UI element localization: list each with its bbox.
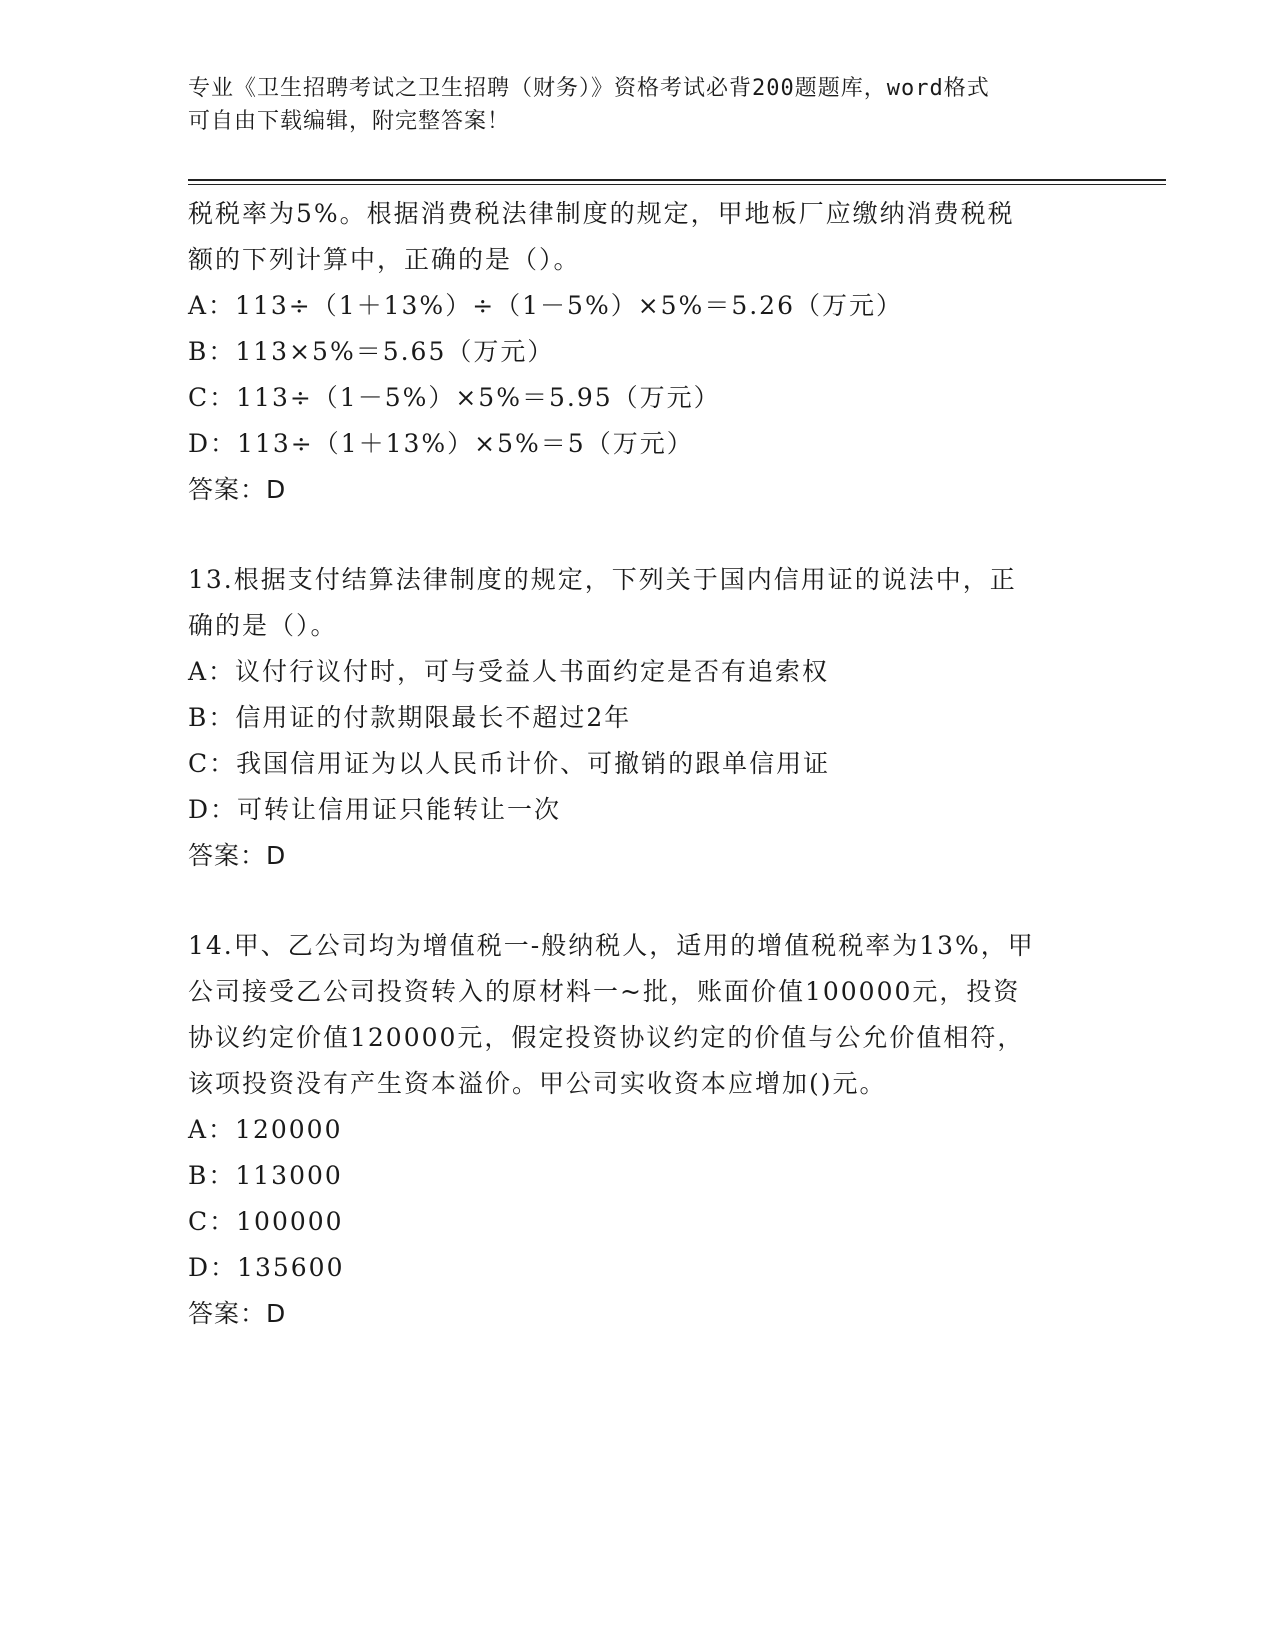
document-header (188, 72, 1088, 138)
option-b: B：113×5%＝5.65（万元） (188, 337, 555, 366)
question-stem-line: 确的是（）。 (188, 611, 338, 640)
option-a: A：120000 (188, 1115, 343, 1144)
question-stem-line: 该项投资没有产生资本溢价。甲公司实收资本应增加()元。 (188, 1069, 887, 1098)
option-c: C：我国信用证为以人民币计价、可撤销的跟单信用证 (188, 749, 831, 778)
option-a: A：113÷（1＋13%）÷（1－5%）×5%＝5.26（万元） (188, 291, 903, 320)
header-divider-thick (188, 179, 1166, 181)
option-d: D：135600 (188, 1253, 345, 1282)
option-a: A：议付行议付时，可与受益人书面约定是否有追索权 (188, 657, 830, 686)
header-divider-thin (188, 184, 1166, 185)
option-c: C：100000 (188, 1207, 344, 1236)
option-d: D：可转让信用证只能转让一次 (188, 795, 562, 824)
header-title-line-2: 可自由下载编辑，附完整答案！ (188, 109, 511, 134)
question-stem-line: 税税率为5%。根据消费税法律制度的规定，甲地板厂应缴纳消费税税 (188, 199, 1015, 228)
question-list (188, 191, 1088, 1337)
question-stem-line: 公司接受乙公司投资转入的原材料一~批，账面价值100000元，投资 (188, 977, 1021, 1006)
question-13-block (188, 557, 1088, 879)
question-stem-line: 13.根据支付结算法律制度的规定，下列关于国内信用证的说法中，正 (188, 565, 1017, 594)
question-12-block (188, 191, 1088, 513)
question-14-block (188, 923, 1088, 1337)
question-spacer (188, 513, 1088, 557)
option-b: B：113000 (188, 1161, 343, 1190)
question-stem-line: 协议约定价值120000元，假定投资协议约定的价值与公允价值相符， (188, 1023, 1025, 1052)
answer-label: 答案：D (188, 475, 287, 504)
answer-label: 答案：D (188, 1299, 287, 1328)
option-b: B：信用证的付款期限最长不超过2年 (188, 703, 632, 732)
question-spacer (188, 879, 1088, 923)
question-stem-line: 额的下列计算中，正确的是（）。 (188, 245, 581, 274)
option-c: C：113÷（1－5%）×5%＝5.95（万元） (188, 383, 721, 412)
answer-label: 答案：D (188, 841, 287, 870)
question-stem-line: 14.甲、乙公司均为增值税一-般纳税人，适用的增值税税率为13%，甲 (188, 931, 1035, 960)
header-title-line-1: 专业《卫生招聘考试之卫生招聘（财务）》资格考试必背200题题库，word格式 (188, 76, 990, 101)
option-d: D：113÷（1＋13%）×5%＝5（万元） (188, 429, 694, 458)
